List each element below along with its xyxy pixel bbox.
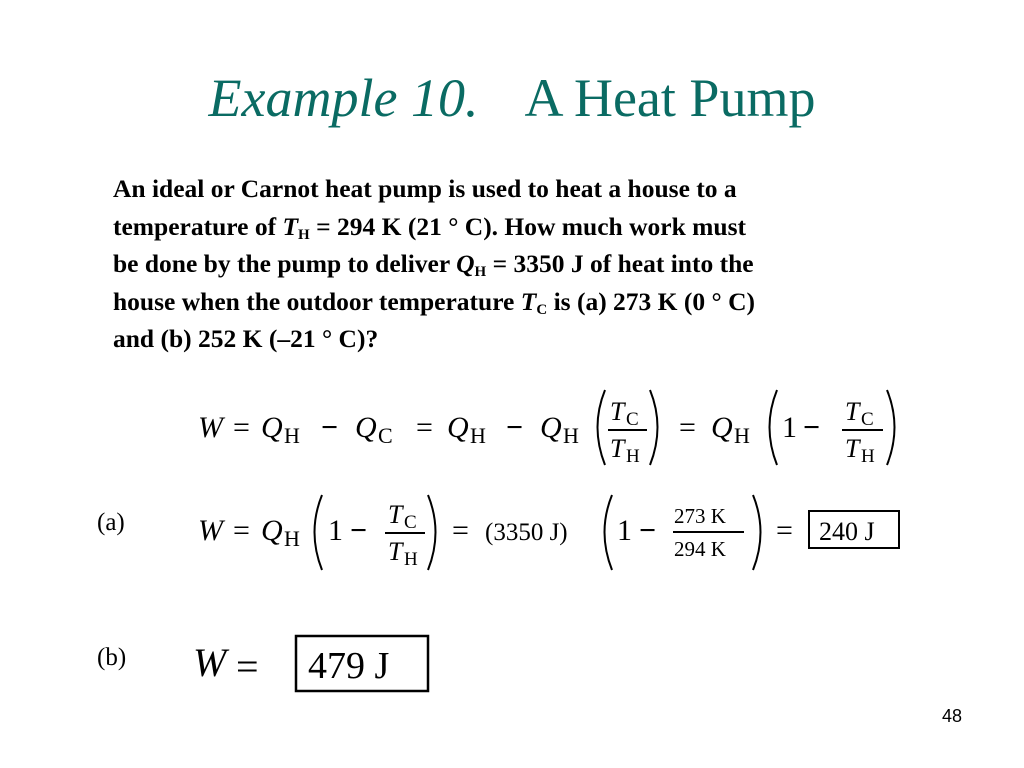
- eq-equals: =: [679, 411, 696, 444]
- frac-den-sub-h: H: [626, 446, 640, 467]
- var-t: T: [282, 211, 299, 241]
- frac-num-t: T: [388, 500, 403, 529]
- frac-num-t: T: [610, 397, 625, 426]
- problem-text: temperature of: [113, 211, 283, 241]
- problem-text: house when the outdoor temperature: [113, 286, 521, 316]
- eq-sub-h: H: [470, 423, 486, 448]
- sub-h: H: [474, 264, 487, 280]
- answer-a: 240 J: [819, 517, 875, 546]
- eq-q: Q: [711, 411, 733, 444]
- left-paren: [315, 495, 323, 570]
- eq-minus: −: [350, 514, 368, 547]
- frac-den-t: T: [610, 434, 625, 463]
- eq-one: 1: [328, 514, 343, 547]
- eq-sub-c: C: [378, 423, 393, 448]
- eq-one: 1: [617, 514, 632, 547]
- frac-den-sub-h: H: [404, 549, 418, 570]
- frac-num-t: T: [845, 397, 860, 426]
- eq-minus: −: [321, 411, 339, 444]
- problem-statement: [113, 170, 933, 358]
- eq-sub-h: H: [284, 526, 300, 551]
- frac-den-t: T: [388, 537, 403, 566]
- eq-equals: =: [236, 644, 259, 689]
- eq-q: Q: [447, 411, 469, 444]
- eq-equals: =: [416, 411, 433, 444]
- eq-q: Q: [261, 411, 283, 444]
- frac-num-sub-c: C: [861, 409, 874, 430]
- eq-w: W: [198, 514, 223, 547]
- var-q: Q: [456, 249, 475, 278]
- frac-den-sub-h: H: [861, 446, 875, 467]
- problem-text: = 294 K (21 ° C). How much work must: [309, 211, 746, 241]
- eq-equals: =: [776, 514, 793, 547]
- right-paren: [753, 495, 761, 570]
- problem-line-1: An ideal or Carnot heat pump is used to heat a house to a: [113, 174, 737, 203]
- eq-sub-h: H: [284, 423, 300, 448]
- part-b-label: (b): [97, 644, 127, 671]
- eq-equals: =: [452, 514, 469, 547]
- page-number: 48: [941, 706, 963, 726]
- sub-h: H: [298, 226, 310, 243]
- right-paren: [887, 390, 895, 465]
- eq-equals: =: [233, 411, 250, 444]
- problem-line-4: [113, 283, 933, 321]
- right-paren: [650, 390, 658, 465]
- equation-general: [195, 385, 915, 470]
- eq-minus: −: [506, 411, 524, 444]
- eq-q: Q: [355, 411, 377, 444]
- part-a-label: (a): [97, 509, 125, 536]
- problem-text: = 3350 J of heat into the: [486, 249, 754, 278]
- frac-den-294: 294 K: [674, 537, 726, 561]
- eq-minus: −: [803, 411, 821, 444]
- var-t: T: [520, 286, 537, 316]
- right-paren: [428, 495, 436, 570]
- frac-den-t: T: [845, 434, 860, 463]
- problem-text: is (a) 273 K (0 ° C): [547, 286, 755, 316]
- eq-w: W: [193, 640, 227, 685]
- left-paren: [605, 495, 613, 570]
- title-topic: A Heat Pump: [524, 68, 816, 128]
- slide-title: [0, 66, 1024, 130]
- sub-c: C: [536, 301, 548, 318]
- eq-one: 1: [782, 411, 797, 444]
- eq-sub-h: H: [734, 423, 750, 448]
- eq-equals: =: [233, 514, 250, 547]
- eq-minus: −: [639, 514, 657, 547]
- problem-line-5: and (b) 252 K (–21 ° C)?: [113, 324, 379, 353]
- eq-sub-h: H: [563, 423, 579, 448]
- frac-num-sub-c: C: [626, 409, 639, 430]
- eq-w: W: [198, 411, 223, 444]
- frac-num-sub-c: C: [404, 512, 417, 533]
- problem-line-2: [113, 208, 933, 246]
- left-paren: [770, 390, 778, 465]
- eq-q: Q: [540, 411, 562, 444]
- problem-line-3: [113, 245, 933, 283]
- equation-part-a: [195, 492, 915, 577]
- left-paren: [598, 390, 606, 465]
- problem-text: be done by the pump to deliver: [113, 249, 457, 278]
- equation-part-b: [190, 630, 440, 700]
- answer-b: 479 J: [308, 645, 390, 687]
- eq-q: Q: [261, 514, 283, 547]
- qh-value: (3350 J): [485, 519, 568, 546]
- title-example-number: Example 10.: [208, 68, 479, 128]
- frac-num-273: 273 K: [674, 504, 726, 528]
